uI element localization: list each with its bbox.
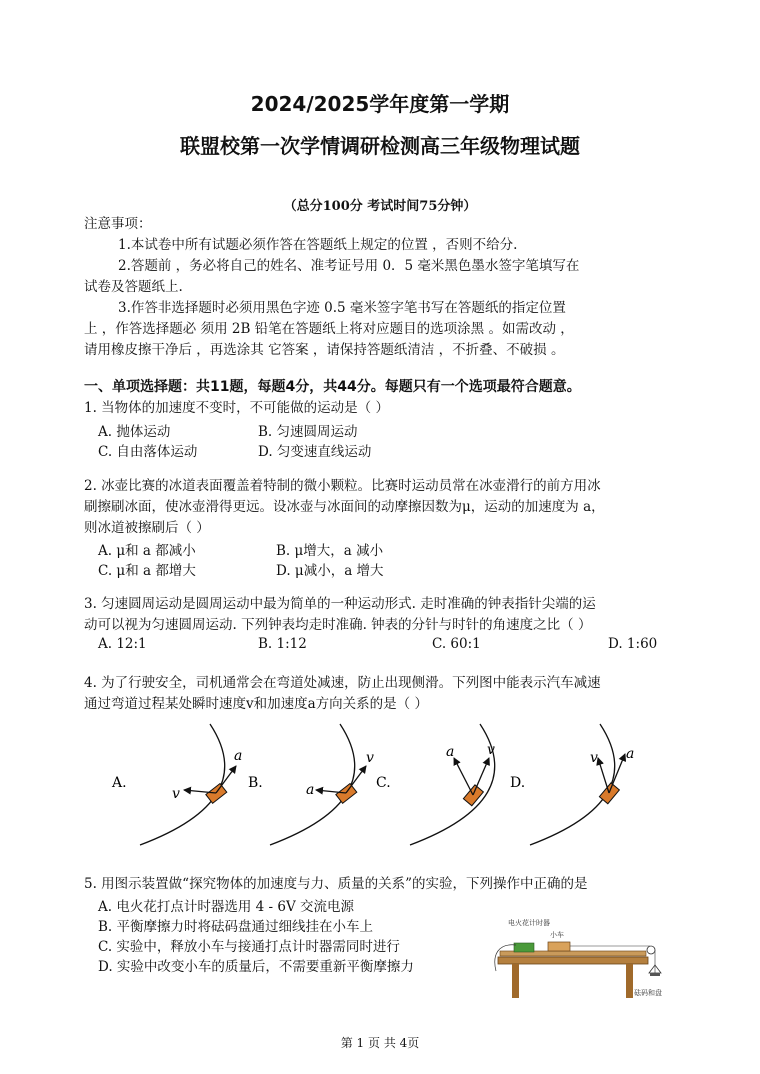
q5-apparatus-figure: [488, 915, 674, 1001]
q2-option-c: C. μ和 a 都增大: [98, 563, 196, 579]
q3-option-a: A. 12:1: [98, 636, 147, 652]
note-3b: 上 ，作答选择题必 须用 2B 铅笔在答题纸上将对应题目的选项涂黑 。如需改动 ，: [84, 321, 574, 337]
note-2b: 试卷及答题纸上.: [84, 279, 183, 295]
q4-a-label-v: v: [172, 786, 180, 802]
q1-option-c: C. 自由落体运动: [98, 444, 198, 460]
q4-figure-a: [140, 724, 242, 845]
q4-figures: [100, 710, 680, 860]
q2-line2: 刷擦刷冰面，使冰壶滑得更远。设冰壶与冰面间的动摩擦因数为μ，运动的加速度为 a，: [84, 499, 605, 515]
q1-stem: 1. 当物体的加速度不变时，不可能做的运动是（ ）: [84, 400, 389, 416]
note-3a: 3.作答非选择题时必须用黑色字迹 0.5 毫米签字笔书写在答题纸的指定位置: [118, 300, 566, 316]
q3-option-c: C. 60:1: [432, 636, 481, 652]
q5-stem: 5. 用图示装置做“探究物体的加速度与力、质量的关系”的实验，下列操作中正确的是: [84, 876, 588, 892]
q2-line3: 则冰道被擦刷后（ ）: [84, 520, 210, 536]
q4-label-b: B.: [248, 775, 263, 791]
q4-d-label-a: a: [626, 746, 635, 762]
q4-b-label-a: a: [306, 782, 315, 798]
q4-c-label-a: a: [446, 744, 455, 760]
q1-option-d: D. 匀变速直线运动: [258, 444, 372, 460]
q4-label-a: A.: [112, 775, 127, 791]
q2-line1: 2. 冰壶比赛的冰道表面覆盖着特制的微小颗粒。比赛时运动员常在冰壶滑行的前方用冰: [84, 478, 601, 494]
q3-option-d: D. 1:60: [608, 636, 658, 652]
q5-option-c: C. 实验中，释放小车与接通打点计时器需同时进行: [98, 939, 400, 955]
q4-figure-c: [410, 724, 495, 845]
q4-c-label-v: v: [487, 742, 495, 758]
note-1: 1.本试卷中所有试题必须作答在答题纸上规定的位置 ，否则不给分.: [118, 237, 518, 253]
q4-label-c: C.: [376, 775, 391, 791]
q1-option-a: A. 抛体运动: [98, 424, 171, 440]
exam-title-line1: 2024/2025学年度第一学期: [250, 92, 510, 116]
q4-b-label-v: v: [366, 750, 374, 766]
q1-option-b: B. 匀速圆周运动: [258, 424, 358, 440]
q4-d-label-v: v: [590, 750, 598, 766]
q5-label-timer: 电火花计时器: [508, 919, 550, 927]
note-2a: 2.答题前 ，务必将自己的姓名、准考证号用 0．5 毫米黑色墨水签字笔填写在: [118, 258, 580, 274]
q5-label-pan: 砝码和盘: [634, 989, 662, 997]
q3-line2: 动可以视为匀速圆周运动. 下列钟表均走时准确. 钟表的分针与时针的角速度之比（ ）: [84, 617, 592, 633]
q4-label-d: D.: [510, 775, 526, 791]
q4-line1: 4. 为了行驶安全，司机通常会在弯道处减速，防止出现侧滑。下列图中能表示汽车减速: [84, 675, 601, 691]
q3-option-b: B. 1:12: [258, 636, 307, 652]
q2-option-d: D. μ减小，a 增大: [276, 563, 384, 579]
q5-option-b: B. 平衡摩擦力时将砝码盘通过细线挂在小车上: [98, 919, 374, 935]
q5-option-d: D. 实验中改变小车的质量后，不需要重新平衡摩擦力: [98, 959, 414, 975]
q4-line2: 通过弯道过程某处瞬时速度v和加速度a方向关系的是（ ）: [84, 696, 428, 712]
q4-figure-b: [270, 724, 374, 845]
q2-option-a: A. μ和 a 都减小: [98, 543, 196, 559]
q5-option-a: A. 电火花打点计时器选用 4 - 6V 交流电源: [98, 899, 354, 915]
section-heading: 一、单项选择题：共11题，每题4分，共44分。每题只有一个选项最符合题意。: [84, 379, 581, 395]
exam-subtitle: （总分100分 考试时间75分钟）: [283, 199, 477, 214]
q2-option-b: B. μ增大，a 减小: [276, 543, 384, 559]
q4-a-label-a: a: [234, 748, 243, 764]
page-number: 第 1 页 共 4页: [340, 1036, 420, 1050]
exam-title-line2: 联盟校第一次学情调研检测高三年级物理试题: [180, 134, 580, 158]
q4-figure-d: [530, 724, 634, 845]
q3-line1: 3. 匀速圆周运动是圆周运动中最为简单的一种运动形式. 走时准确的钟表指针尖端的运: [84, 596, 596, 612]
note-3c: 请用橡皮擦干净后 ，再选涂其 它答案 ，请保持答题纸清洁 ，不折叠、不破损 。: [84, 342, 565, 358]
q5-label-cart: 小车: [550, 931, 564, 939]
notes-heading: 注意事项：: [84, 216, 152, 232]
